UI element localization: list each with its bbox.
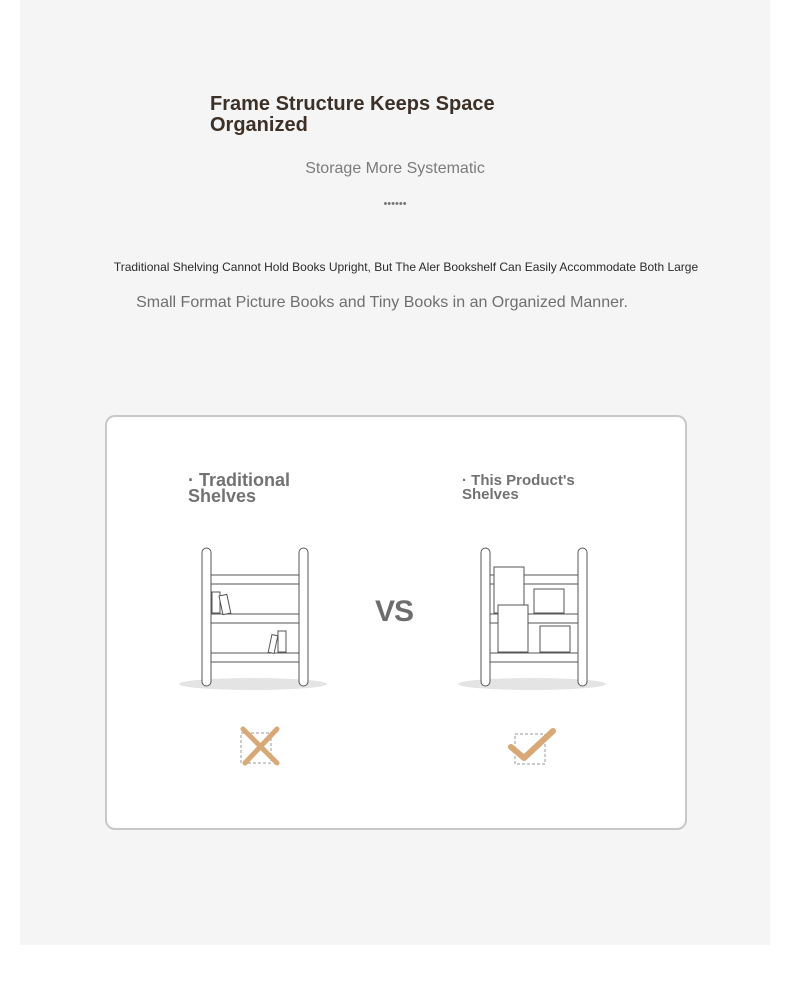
page-title: Frame Structure Keeps Space Organized	[210, 93, 495, 136]
check-icon	[507, 725, 559, 769]
comparison-card	[105, 415, 687, 830]
dots-divider: ••••••	[383, 198, 407, 210]
description-line-2: Small Format Picture Books and Tiny Books in an Organized Manner.	[136, 294, 628, 311]
page-subtitle: Storage More Systematic	[305, 160, 485, 177]
traditional-shelf-illustration	[177, 545, 329, 695]
description-line-1: Traditional Shelving Cannot Hold Books Upright, But The Aler Bookshelf Can Easily Accommodate Both Large	[113, 260, 699, 274]
product-shelves-label: · This Product's Shelves	[462, 472, 575, 503]
traditional-shelves-label: · Traditional Shelves	[188, 470, 291, 506]
product-shelf-illustration	[456, 545, 608, 695]
vs-text: VS	[375, 595, 414, 628]
cross-icon	[239, 725, 283, 769]
